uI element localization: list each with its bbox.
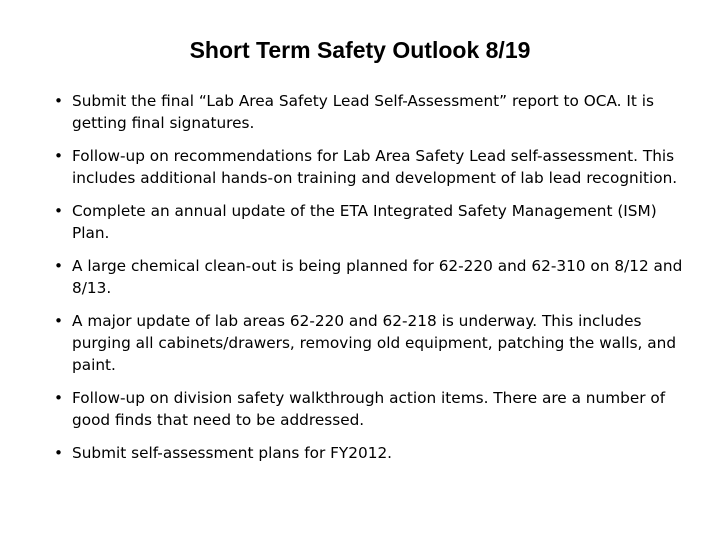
bullet-icon: •: [54, 202, 64, 220]
bullet-text: Submit the final “Lab Area Safety Lead Self-Assessment” report to OCA. It is getting final signatures.: [72, 92, 654, 132]
bullet-item: [54, 255, 684, 299]
bullet-icon: •: [54, 257, 64, 275]
bullet-item: [54, 90, 684, 134]
bullet-icon: •: [54, 389, 64, 407]
bullet-text: A major update of lab areas 62-220 and 62-218 is underway. This includes purging all cabinets/drawers, removing old equipment, patching the walls, and paint.: [72, 312, 677, 374]
bullet-icon: •: [54, 444, 64, 462]
bullet-text: A large chemical clean-out is being planned for 62-220 and 62-310 on 8/12 and 8/13.: [72, 257, 683, 297]
bullet-item: [54, 442, 684, 464]
slide-title: Short Term Safety Outlook 8/19: [189, 37, 531, 63]
bullet-item: [54, 387, 684, 431]
bullet-item: [54, 200, 684, 244]
bullet-item: [54, 310, 684, 376]
bullet-text: Submit self-assessment plans for FY2012.: [72, 444, 393, 462]
bullet-list: [54, 90, 684, 475]
bullet-text: Follow-up on recommendations for Lab Area Safety Lead self-assessment. This includes additional hands-on training and development of lab lead recognition.: [72, 147, 678, 187]
bullet-text: Follow-up on division safety walkthrough action items. There are a number of good finds that need to be addressed.: [72, 389, 666, 429]
bullet-icon: •: [54, 92, 64, 110]
bullet-text: Complete an annual update of the ETA Integrated Safety Management (ISM) Plan.: [72, 202, 657, 242]
bullet-item: [54, 145, 684, 189]
bullet-icon: •: [54, 312, 64, 330]
bullet-icon: •: [54, 147, 64, 165]
